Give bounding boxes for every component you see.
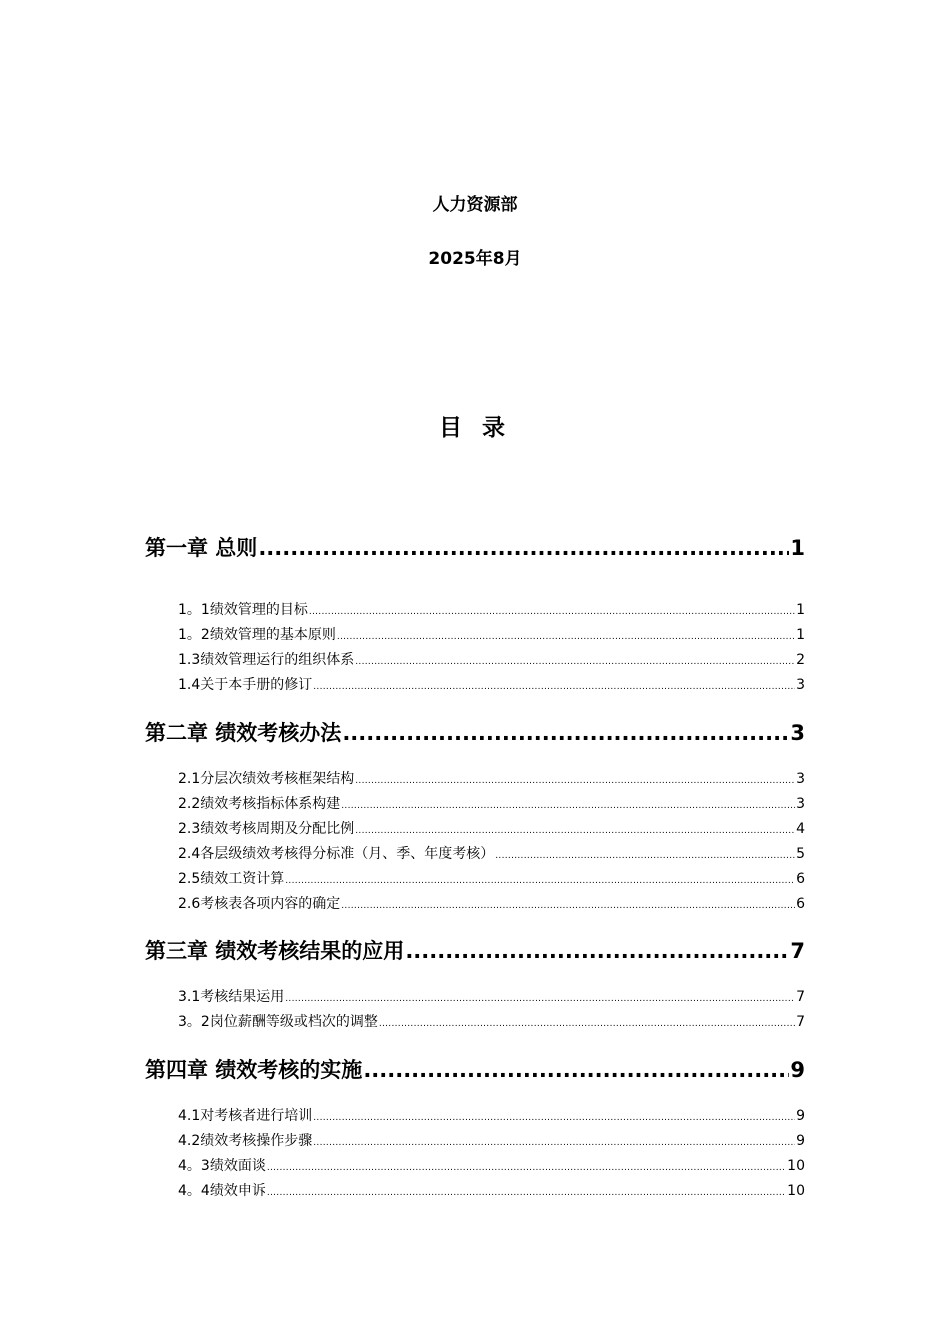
toc-leader-dots	[355, 771, 795, 791]
toc-leader-dots	[355, 821, 795, 841]
toc-section-title: 2.1分层次绩效考核框架结构	[178, 771, 355, 787]
toc-chapter-page: 1	[790, 536, 805, 560]
toc-section-2-5[interactable]	[178, 869, 805, 889]
toc-leader-dots	[341, 896, 795, 916]
toc-leader-dots	[313, 677, 795, 697]
toc-chapter-page: 3	[790, 721, 805, 745]
toc-leader-dots	[285, 989, 795, 1009]
toc-section-page: 1	[796, 602, 805, 618]
toc-section-page: 9	[796, 1108, 805, 1124]
toc-section-title: 2.2绩效考核指标体系构建	[178, 796, 341, 812]
toc-section-page: 1	[796, 627, 805, 643]
toc-section-title: 1。1绩效管理的目标	[178, 602, 308, 618]
toc-section-page: 10	[787, 1158, 805, 1174]
toc-section-3-1[interactable]	[178, 987, 805, 1007]
toc-title: 目 录	[438, 415, 511, 441]
toc-section-title: 4.1对考核者进行培训	[178, 1108, 313, 1124]
toc-leader-dots	[309, 602, 795, 622]
toc-section-page: 7	[796, 1014, 805, 1030]
toc-section-title: 1.4关于本手册的修订	[178, 677, 313, 693]
toc-section-1-3[interactable]	[178, 650, 805, 670]
toc-chapter-3[interactable]	[145, 937, 805, 965]
toc-section-title: 4.2绩效考核操作步骤	[178, 1133, 313, 1149]
toc-section-page: 4	[796, 821, 805, 837]
toc-leader-dots	[285, 871, 795, 891]
toc-section-title: 2.6考核表各项内容的确定	[178, 896, 341, 912]
toc-leader-dots	[355, 652, 795, 672]
toc-section-page: 3	[796, 677, 805, 693]
toc-leader-dots	[267, 1158, 786, 1178]
toc-section-title: 2.4各层级绩效考核得分标准（月、季、年度考核）	[178, 846, 495, 862]
toc-section-page: 10	[787, 1183, 805, 1199]
toc-chapter-title: 第四章 绩效考核的实施	[145, 1058, 363, 1082]
toc-section-2-4[interactable]	[178, 844, 805, 864]
toc-section-4-2[interactable]	[178, 1131, 805, 1151]
toc-section-title: 1.3绩效管理运行的组织体系	[178, 652, 355, 668]
toc-chapter-title: 第二章 绩效考核办法	[145, 721, 342, 745]
toc-section-page: 6	[796, 896, 805, 912]
toc-leader-dots	[363, 1056, 789, 1084]
toc-leader-dots	[267, 1183, 786, 1203]
toc-leader-dots	[342, 719, 789, 747]
toc-leader-dots	[341, 796, 795, 816]
toc-section-1-2[interactable]	[178, 625, 805, 645]
toc-section-title: 3。2岗位薪酬等级或档次的调整	[178, 1014, 378, 1030]
toc-section-title: 2.5绩效工资计算	[178, 871, 285, 887]
toc-section-2-1[interactable]	[178, 769, 805, 789]
toc-section-4-3[interactable]	[178, 1156, 805, 1176]
toc-section-3-2[interactable]	[178, 1012, 805, 1032]
toc-leader-dots	[337, 627, 795, 647]
toc-chapter-title: 第三章 绩效考核结果的应用	[145, 939, 405, 963]
toc-chapter-page: 7	[790, 939, 805, 963]
toc-section-title: 4。3绩效面谈	[178, 1158, 266, 1174]
toc-chapter-4[interactable]	[145, 1056, 805, 1084]
toc-leader-dots	[313, 1133, 795, 1153]
toc-section-title: 4。4绩效申诉	[178, 1183, 266, 1199]
toc-section-page: 9	[796, 1133, 805, 1149]
department-name: 人力资源部	[432, 195, 518, 215]
toc-leader-dots	[495, 846, 795, 866]
toc-section-1-4[interactable]	[178, 675, 805, 695]
toc-section-title: 2.3绩效考核周期及分配比例	[178, 821, 355, 837]
toc-section-page: 3	[796, 771, 805, 787]
document-date: 2025年8月	[428, 249, 522, 269]
toc-leader-dots	[258, 534, 789, 562]
toc-section-1-1[interactable]	[178, 600, 805, 620]
toc-leader-dots	[379, 1014, 795, 1034]
toc-section-title: 3.1考核结果运用	[178, 989, 285, 1005]
toc-leader-dots	[313, 1108, 795, 1128]
toc-section-page: 7	[796, 989, 805, 1005]
toc-leader-dots	[405, 937, 789, 965]
toc-section-2-6[interactable]	[178, 894, 805, 914]
toc-chapter-title: 第一章 总则	[145, 536, 258, 560]
toc-section-page: 3	[796, 796, 805, 812]
toc-chapter-2[interactable]	[145, 719, 805, 747]
toc-section-4-1[interactable]	[178, 1106, 805, 1126]
toc-section-title: 1。2绩效管理的基本原则	[178, 627, 336, 643]
toc-chapter-1[interactable]	[145, 534, 805, 562]
toc-chapter-page: 9	[790, 1058, 805, 1082]
toc-section-page: 5	[796, 846, 805, 862]
toc-section-page: 6	[796, 871, 805, 887]
toc-section-2-3[interactable]	[178, 819, 805, 839]
toc-section-4-4[interactable]	[178, 1181, 805, 1201]
toc-section-2-2[interactable]	[178, 794, 805, 814]
toc-section-page: 2	[796, 652, 805, 668]
